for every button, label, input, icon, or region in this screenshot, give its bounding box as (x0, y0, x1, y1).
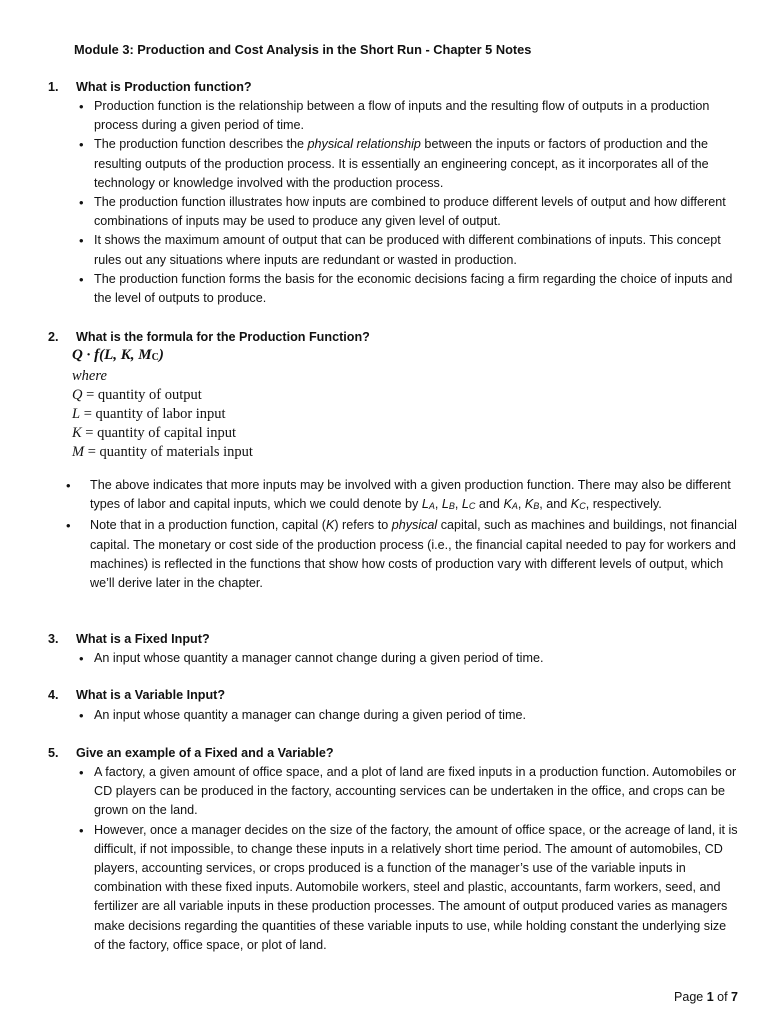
question-2 (48, 328, 370, 347)
formula-where: where (72, 368, 107, 384)
production-function-formula (72, 346, 253, 462)
question-3 (48, 630, 210, 649)
list-item: • It shows the maximum amount of output that can be produced with different combinations of inputs. This concept rules out any situations where inputs are redundant or wasted in production. (0, 231, 768, 269)
question-text: What is a Variable Input? (76, 688, 226, 702)
question-number: 2. (48, 330, 59, 344)
list-item: • Note that in a production function, capital (K) refers to physical capital, such as machines and buildings, not financial capital. The monetary or cost side of the production process (i.e., the financial capital needed to pay for workers and machines) is reflected in the functions that show how costs of production vary with different levels of output, which we’ll derive later in the chapter. (0, 516, 768, 593)
question-number: 1. (48, 80, 59, 94)
q1-bullet-list (0, 97, 768, 308)
question-text: What is the formula for the Production Function? (76, 330, 370, 344)
question-number: 3. (48, 632, 59, 646)
list-item: • A factory, a given amount of office space, and a plot of land are fixed inputs in a production function. Automobiles or CD players can be produced in the factory, accounting services can be undertaken in the office, and crops can be grown on the land. (0, 763, 768, 821)
q4-bullet-list (0, 706, 556, 725)
list-item: • An input whose quantity a manager can change during a given period of time. (0, 706, 556, 725)
question-4 (48, 686, 225, 705)
question-text: What is Production function? (76, 80, 252, 94)
q3-bullet-list (0, 649, 573, 668)
page-title: Module 3: Production and Cost Analysis in the Short Run - Chapter 5 Notes (74, 42, 532, 57)
list-item: • The production function describes the physical relationship between the inputs or factors of production and the resulting outputs of the production process. It is essentially an engineering concept, as it incorporates all of the technology or knowledge involved with the production process. (0, 135, 768, 193)
question-5 (48, 744, 334, 763)
formula-def-m: M = quantity of materials input (72, 444, 253, 460)
formula-def-l: L = quantity of labor input (72, 406, 226, 422)
question-text: What is a Fixed Input? (76, 632, 210, 646)
q5-bullet-list (0, 763, 768, 955)
list-item: • However, once a manager decides on the size of the factory, the amount of office space, or the acreage of land, it is difficult, if not impossible, to change these inputs in a relatively short time period. The amount of automobiles, CD players, accounting services, or crops produced is a function of the manager’s use of the variable inputs in combination with these fixed inputs. Automobile workers, steel and plastic, accountants, farm workers, seed, and fertilizer are all variable inputs in these production processes. The amount of output produced varies as managers make decisions regarding the quantities of these variable inputs to use, while holding constant the underlying size of the factory, office space, or plot of land. (0, 821, 768, 955)
list-item: • Production function is the relationship between a flow of inputs and the resulting flow of outputs in a production process during a given period of time. (0, 97, 768, 135)
question-text: Give an example of a Fixed and a Variable? (76, 746, 334, 760)
list-item: • The production function illustrates how inputs are combined to produce different levels of output and how different combinations of inputs may be used to produce any given level of output. (0, 193, 768, 231)
q2-bullet-list (0, 476, 768, 593)
list-item: • The above indicates that more inputs may be involved with a given production function. There may also be different types of labor and capital inputs, which we could denote by $L_A$, $L_B$, $L_C$ and $K_A$, $K_B$, and $K_C$, respectively. (0, 476, 768, 516)
question-number: 4. (48, 688, 59, 702)
formula-main: Q · f(L, K, $M_C$) (72, 347, 164, 363)
page-number: Page 1 of 7 (674, 990, 738, 1004)
question-number: 5. (48, 746, 59, 760)
list-item: • The production function forms the basis for the economic decisions facing a firm regarding the choice of inputs and the level of outputs to produce. (0, 270, 768, 308)
question-1 (48, 78, 252, 97)
formula-def-k: K = quantity of capital input (72, 425, 237, 441)
list-item: • An input whose quantity a manager cannot change during a given period of time. (0, 649, 573, 668)
formula-def-q: Q = quantity of output (72, 387, 202, 403)
